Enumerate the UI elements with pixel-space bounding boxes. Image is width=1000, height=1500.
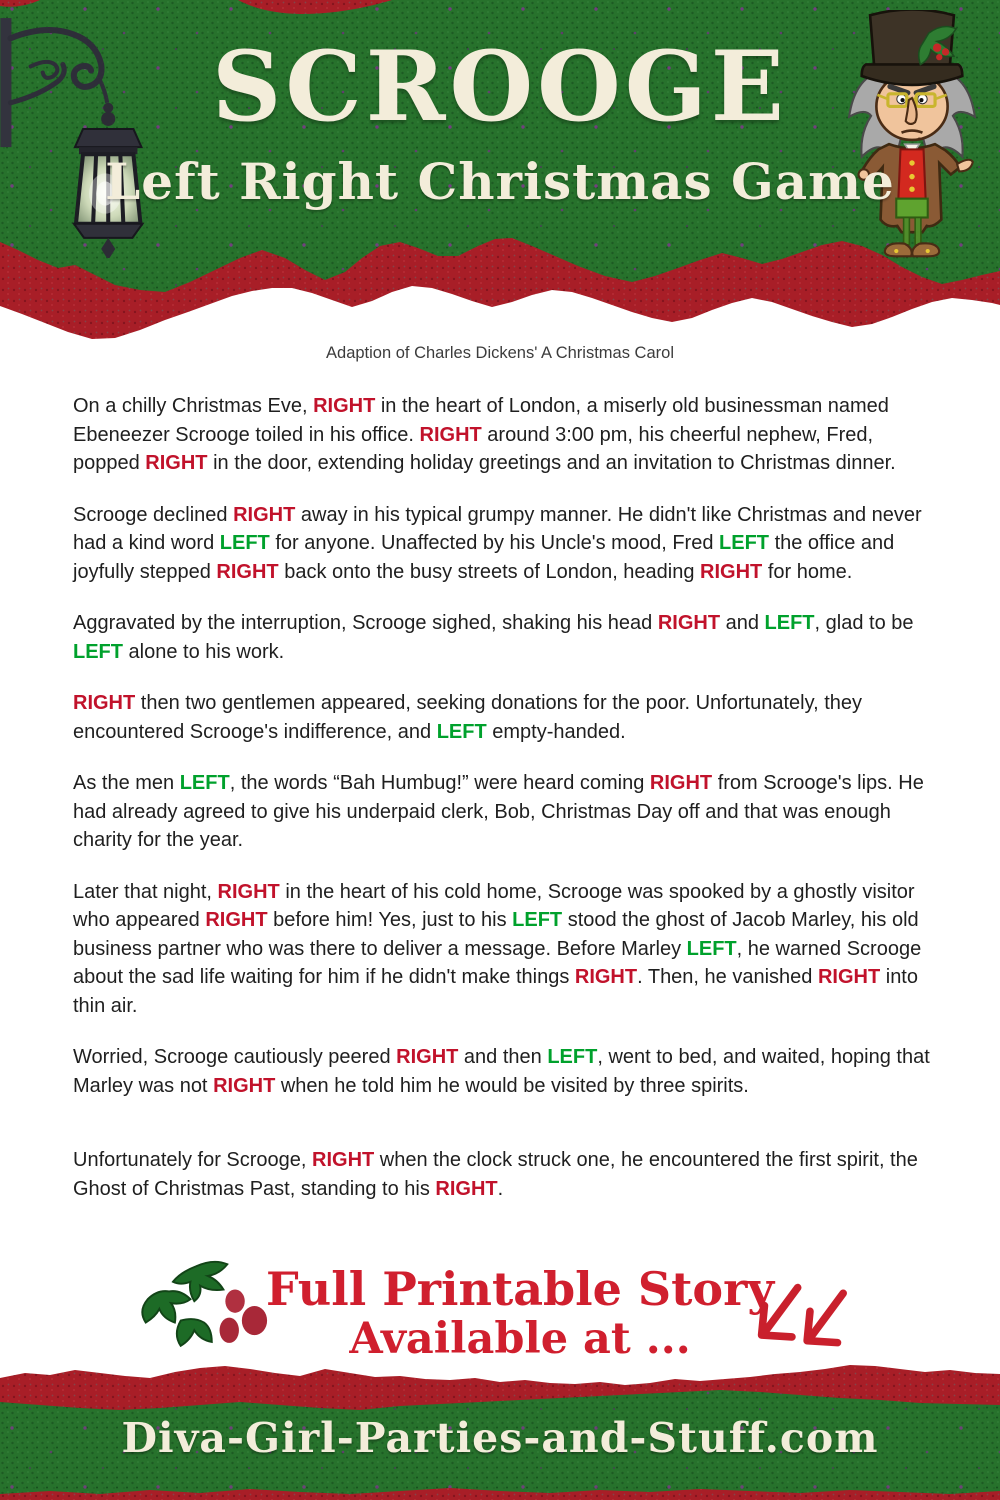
right-highlight: RIGHT — [205, 909, 268, 931]
story-text-segment: . — [497, 1177, 504, 1200]
left-highlight: LEFT — [686, 937, 737, 960]
right-highlight: RIGHT — [700, 560, 763, 583]
page-title: SCROOGE — [212, 30, 788, 143]
left-highlight: LEFT — [436, 720, 487, 743]
story-text-segment: , went to bed, and waited, hoping that Marley was not — [73, 1046, 930, 1097]
story-text-segment: away in his typical grumpy manner. He didn't like Christmas and never had a kind word — [73, 503, 922, 554]
story-text-segment: On a chilly Christmas Eve, — [73, 395, 314, 417]
story-text-segment: Later that night, — [73, 880, 218, 903]
story-text-segment: before him! Yes, just to his — [267, 909, 513, 931]
right-highlight: RIGHT — [313, 395, 376, 417]
adaption-note: Adaption of Charles Dickens' A Christmas Carol — [326, 344, 674, 362]
story-text-segment: Worried, Scrooge cautiously peered — [73, 1046, 397, 1068]
cta-line2: Available at ... — [349, 1313, 691, 1364]
story-text-segment: for anyone. Unaffected by his Uncle's mood, Fred — [269, 532, 720, 554]
story-text-segment: Scrooge declined — [73, 503, 234, 526]
story-text-segment: then two gentlemen appeared, seeking donations for the poor. Unfortunately, they encountered Scrooge's indifference, and — [73, 692, 862, 743]
right-highlight: RIGHT — [649, 772, 713, 794]
left-highlight: LEFT — [547, 1046, 598, 1068]
story-text-segment: from Scrooge's lips. He had already agreed to give his underpaid clerk, Bob, Christmas Day off and that was enough charity for the year. — [73, 772, 924, 851]
left-highlight: LEFT — [719, 532, 770, 554]
story-paragraph — [73, 392, 935, 478]
story-text-segment: , glad to be — [814, 612, 914, 634]
story-text-segment: , he warned Scrooge about the sad life waiting for him if he didn't make things — [73, 937, 922, 988]
story-text — [73, 392, 935, 1226]
left-highlight: LEFT — [179, 772, 230, 794]
story-text-segment: As the men — [73, 772, 180, 794]
right-highlight: RIGHT — [217, 880, 280, 903]
story-paragraph — [73, 769, 935, 855]
right-highlight: RIGHT — [574, 966, 638, 988]
story-text-segment: in the door, extending holiday greetings and an invitation to Christmas dinner. — [207, 452, 896, 474]
story-text-segment: the office and joyfully stepped — [73, 532, 895, 583]
story-text-segment: into thin air. — [73, 966, 918, 1017]
story-text-segment: in the heart of London, a miserly old businessman named Ebeneezer Scrooge toiled in his office. — [73, 395, 889, 446]
left-highlight: LEFT — [219, 532, 270, 554]
right-highlight: RIGHT — [817, 966, 881, 988]
right-highlight: RIGHT — [312, 1149, 375, 1171]
story-text-segment: stood the ghost of Jacob Marley, his old business partner who was there to deliver a message. Before Marley — [73, 909, 919, 960]
story-paragraph — [73, 1146, 935, 1203]
right-highlight: RIGHT — [435, 1177, 498, 1200]
cta-banner — [250, 1264, 790, 1364]
website-text: Diva-Girl-Parties-and-Stuff.com — [121, 1414, 879, 1462]
right-highlight: RIGHT — [396, 1046, 459, 1068]
story-text-segment: when the clock struck one, he encountered the first spirit, the Ghost of Christmas Past, standing to his — [73, 1149, 918, 1200]
story-text-segment: Unfortunately for Scrooge, — [73, 1149, 313, 1171]
right-highlight: RIGHT — [73, 692, 136, 714]
story-text-segment: and then — [458, 1046, 548, 1068]
story-text-segment: when he told him he would be visited by three spirits. — [275, 1074, 749, 1097]
story-text-segment: for home. — [762, 560, 853, 583]
story-paragraph — [73, 501, 935, 587]
story-text-segment: Aggravated by the interruption, Scrooge sighed, shaking his head — [73, 612, 658, 634]
story-text-segment: . Then, he vanished — [637, 966, 818, 988]
story-paragraph — [73, 1043, 935, 1100]
story-text-segment: empty-handed. — [486, 720, 626, 743]
left-highlight: LEFT — [764, 612, 815, 634]
right-highlight: RIGHT — [657, 612, 721, 634]
right-highlight: RIGHT — [419, 423, 482, 446]
story-text-segment: , the words “Bah Humbug!” were heard coming — [229, 772, 650, 794]
page-subtitle: Left Right Christmas Game — [105, 152, 895, 211]
story-paragraph — [73, 878, 935, 1021]
story-text-segment: alone to his work. — [123, 640, 285, 663]
left-highlight: LEFT — [512, 909, 563, 931]
right-highlight: RIGHT — [216, 560, 279, 583]
cta-line1: Full Printable Story — [265, 1262, 775, 1316]
story-paragraph — [73, 689, 935, 746]
down-left-arrows-icon — [748, 1280, 853, 1354]
story-text-segment: back onto the busy streets of London, heading — [278, 560, 701, 583]
right-highlight: RIGHT — [213, 1074, 276, 1097]
right-highlight: RIGHT — [233, 503, 296, 526]
story-text-segment: in the heart of his cold home, Scrooge was spooked by a ghostly visitor who appeared — [73, 880, 915, 931]
story-paragraph — [73, 609, 935, 666]
right-highlight: RIGHT — [145, 452, 208, 474]
story-text-segment: around 3:00 pm, his cheerful nephew, Fred, popped — [73, 423, 874, 474]
left-highlight: LEFT — [73, 640, 123, 663]
story-text-segment: and — [720, 612, 765, 634]
